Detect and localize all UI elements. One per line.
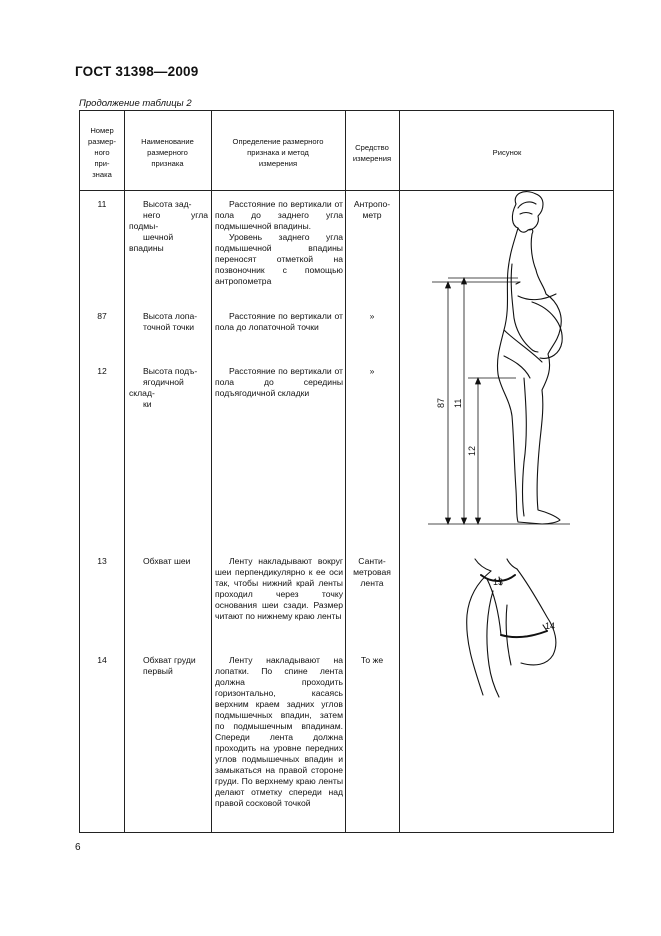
arm-outline bbox=[511, 264, 538, 352]
row-definition bbox=[215, 655, 343, 809]
table-caption: Продолжение таблицы 2 bbox=[79, 98, 192, 109]
header-line: при- bbox=[94, 159, 110, 168]
name-line: точной точки bbox=[143, 322, 195, 332]
row-tool: Санти-метровая лента bbox=[353, 556, 391, 588]
row-definition bbox=[215, 199, 343, 287]
column-divider bbox=[211, 111, 212, 832]
header-line: Номер bbox=[90, 126, 114, 135]
row-number: 14 bbox=[97, 655, 107, 665]
label-14: 14 bbox=[545, 621, 556, 631]
bust-tape bbox=[501, 631, 547, 637]
col-header-tool bbox=[345, 142, 399, 164]
bra-line bbox=[516, 282, 556, 300]
name-line: Высота лопа- bbox=[143, 311, 198, 321]
header-line: признака и метод bbox=[247, 148, 309, 157]
header-line: Наименование bbox=[141, 137, 194, 146]
label-13: 13 bbox=[493, 577, 504, 587]
row-number: 12 bbox=[97, 366, 107, 376]
definition-paragraph: Расстояние по вертикали от пола до заднего угла подмышечной впадины. bbox=[215, 199, 343, 231]
row-definition bbox=[215, 311, 343, 333]
row-name bbox=[129, 199, 208, 254]
page-number: 6 bbox=[75, 842, 81, 853]
header-line: признака bbox=[151, 159, 184, 168]
row-name bbox=[129, 366, 208, 410]
row-name bbox=[129, 556, 208, 567]
dim-label-12: 12 bbox=[467, 445, 477, 456]
header-line: Определение размерного bbox=[232, 137, 324, 146]
head-outline bbox=[512, 192, 543, 233]
torso-girth-figure bbox=[455, 555, 570, 700]
col-header-figure: Рисунок bbox=[492, 148, 522, 157]
name-line: него угла подмы- bbox=[129, 210, 208, 231]
name-line: первый bbox=[143, 666, 173, 676]
column-divider bbox=[345, 111, 346, 832]
definition-paragraph: Ленту накладывают вокруг шеи перпендикулярно к ее оси так, чтобы нижний край ленты проходил через точку основания шеи сзади. Размер читают по нижнему краю ленты bbox=[215, 556, 343, 621]
underwear-line bbox=[504, 330, 542, 378]
row-tool: Антропо-метр bbox=[353, 199, 391, 220]
header-line: измерения bbox=[352, 154, 392, 163]
leg-inner bbox=[523, 378, 527, 516]
definition-paragraph: Ленту накладывают на лопатки. По спине лента должна проходить горизонтально, касаясь верхним краем задних углов подмышечных впадин, затем по подмышечным впадинам. Спереди лента должна проходить на уровне передних углов подмышечных впадин и замыкаться на правой стороне груди. По верхнему краю ленты делают отметку спереди над правой сосковой точкой bbox=[215, 655, 343, 808]
body-profile-figure bbox=[420, 190, 600, 535]
row-tool: » bbox=[369, 366, 375, 376]
row-name bbox=[129, 655, 208, 677]
hair-detail bbox=[518, 202, 536, 214]
name-line: ки bbox=[143, 399, 152, 409]
arm-inner bbox=[506, 605, 511, 665]
name-line: Обхват шеи bbox=[143, 556, 191, 566]
row-tool: » bbox=[369, 311, 375, 321]
name-line: шечной впадины bbox=[129, 232, 174, 253]
column-divider bbox=[124, 111, 125, 832]
col-header-name bbox=[124, 136, 211, 169]
name-line: ягодичной склад- bbox=[129, 377, 184, 398]
header-line: знака bbox=[92, 170, 112, 179]
row-definition bbox=[215, 556, 343, 622]
row-number: 87 bbox=[97, 311, 107, 321]
col-header-definition bbox=[211, 136, 345, 169]
neck-outline bbox=[475, 559, 517, 571]
row-tool: То же bbox=[360, 655, 384, 665]
dim-label-11: 11 bbox=[453, 398, 463, 408]
definition-paragraph: Расстояние по вертикали от пола до середины подъягодичной складки bbox=[215, 366, 343, 398]
row-number: 13 bbox=[97, 556, 107, 566]
header-line: измерения bbox=[258, 159, 298, 168]
definition-paragraph: Расстояние по вертикали от пола до лопаточной точки bbox=[215, 311, 343, 332]
name-line: Высота зад- bbox=[143, 199, 192, 209]
header-line: ного bbox=[94, 148, 110, 157]
name-line: Обхват груди bbox=[143, 655, 196, 665]
col-header-number bbox=[80, 125, 124, 180]
column-divider bbox=[399, 111, 400, 832]
row-definition bbox=[215, 366, 343, 399]
definition-paragraph: Уровень заднего угла подмышечной впадины переносят отметкой на позвоночник с помощью антропометра bbox=[215, 232, 343, 286]
header-line: Средство bbox=[355, 143, 389, 152]
front-outline bbox=[517, 569, 556, 665]
row-number: 11 bbox=[97, 199, 107, 209]
row-name bbox=[129, 311, 208, 333]
header-line: размерного bbox=[147, 148, 188, 157]
arm-outline bbox=[487, 591, 499, 697]
name-line: Высота подъ- bbox=[143, 366, 198, 376]
dim-label-87: 87 bbox=[436, 397, 446, 408]
header-line: размер- bbox=[87, 137, 117, 146]
document-header: ГОСТ 31398—2009 bbox=[75, 64, 199, 79]
belly-outline bbox=[532, 302, 562, 358]
